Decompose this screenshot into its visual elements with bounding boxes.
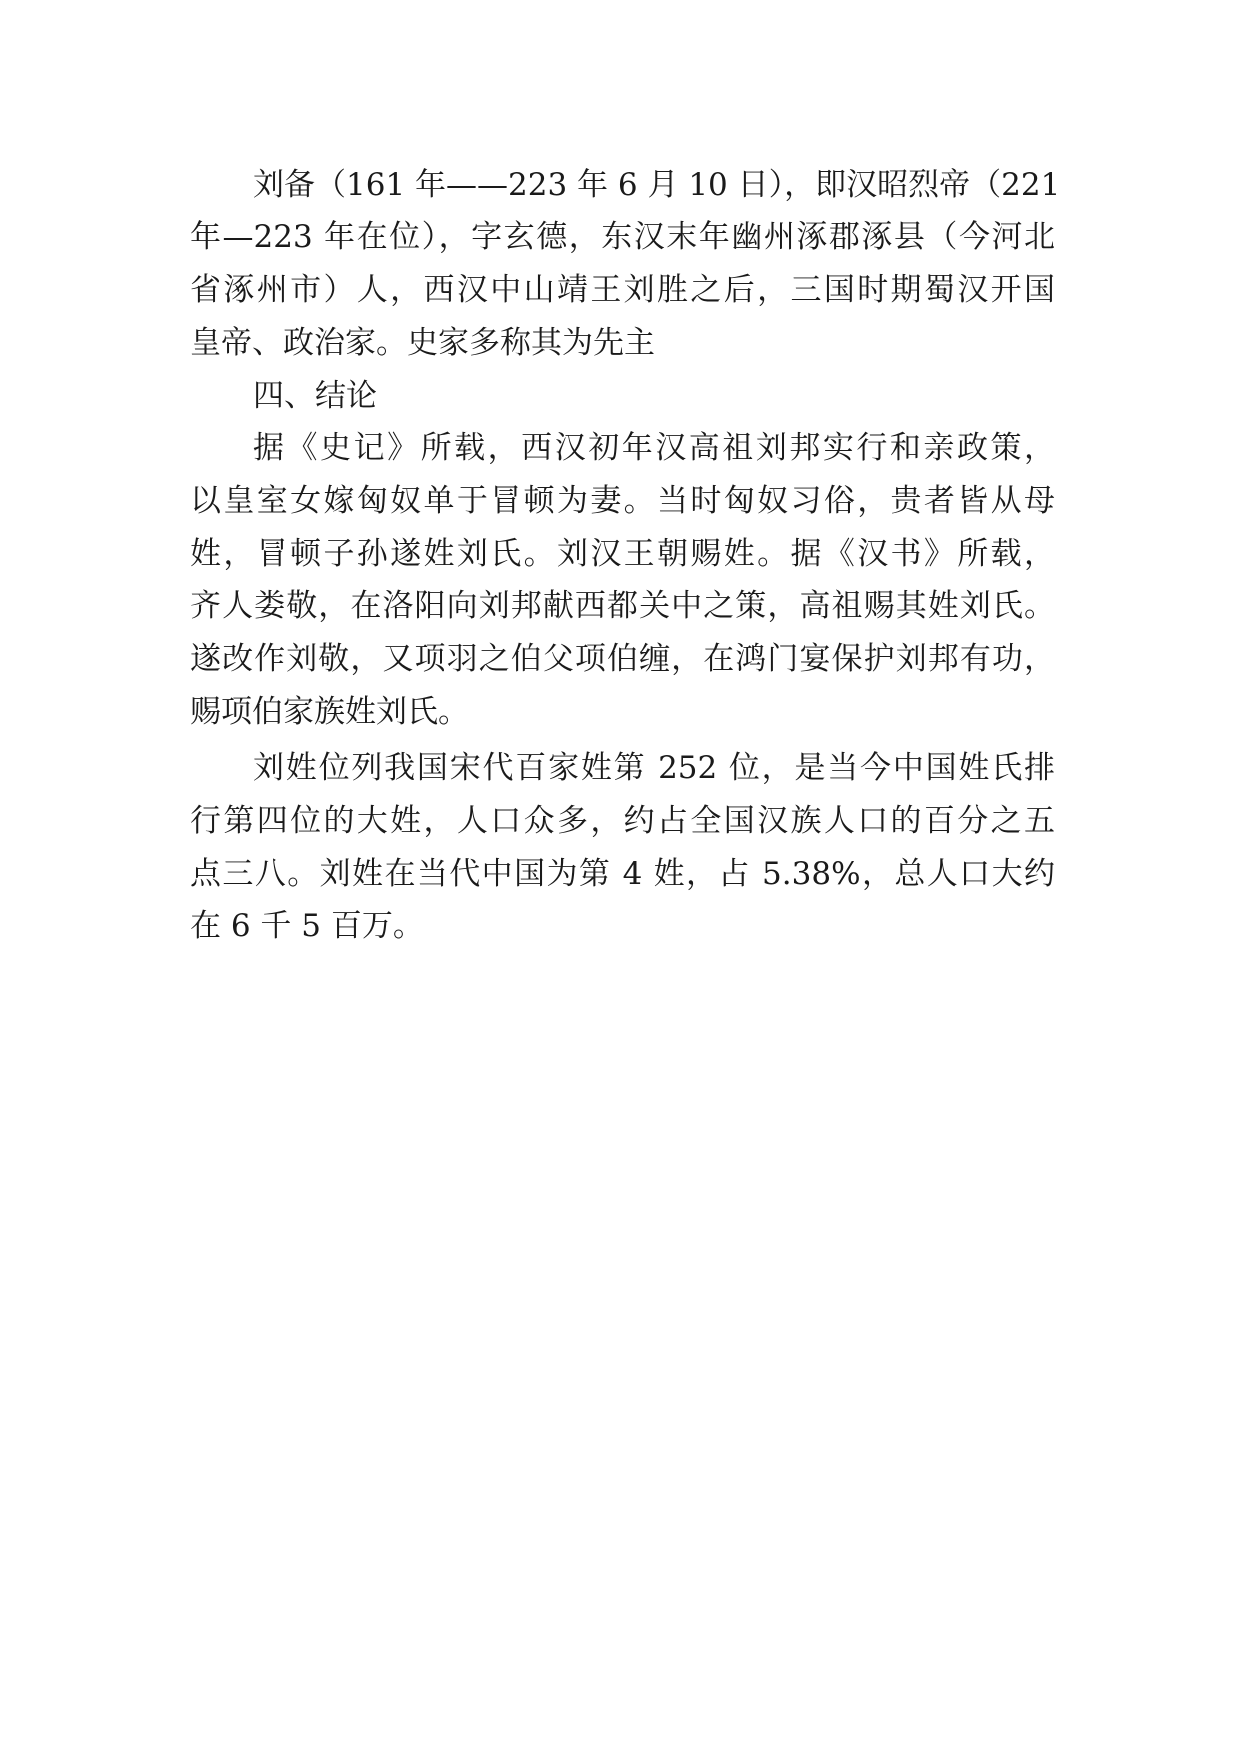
- paragraph-3-line-3: 姓，冒顿子孙遂姓刘氏。刘汉王朝赐姓。据《汉书》所载，: [190, 536, 1055, 572]
- paragraph-1-line-1: 刘备（161 年——223 年 6 月 10 日），即汉昭烈帝（221: [253, 167, 1061, 203]
- paragraph-4-line-4: 在 6 千 5 百万。: [190, 908, 424, 944]
- section-heading-conclusion: 四、结论: [253, 378, 377, 414]
- paragraph-3-line-1: 据《史记》所载，西汉初年汉高祖刘邦实行和亲政策，: [253, 430, 1055, 466]
- paragraph-3-line-2: 以皇室女嫁匈奴单于冒顿为妻。当时匈奴习俗，贵者皆从母: [190, 483, 1055, 519]
- paragraph-3-line-5: 遂改作刘敬，又项羽之伯父项伯缠，在鸿门宴保护刘邦有功，: [190, 641, 1055, 677]
- paragraph-4-line-3: 点三八。刘姓在当代中国为第 4 姓，占 5.38%，总人口大约: [190, 856, 1055, 892]
- paragraph-1-line-4: 皇帝、政治家。史家多称其为先主: [190, 325, 655, 361]
- paragraph-4-line-1: 刘姓位列我国宋代百家姓第 252 位，是当今中国姓氏排: [253, 750, 1055, 786]
- paragraph-1-line-2: 年—223 年在位），字玄德，东汉末年幽州涿郡涿县（今河北: [190, 219, 1055, 255]
- paragraph-3-line-6: 赐项伯家族姓刘氏。: [190, 694, 469, 730]
- paragraph-3-line-4: 齐人娄敬，在洛阳向刘邦献西都关中之策，高祖赐其姓刘氏。: [190, 588, 1055, 624]
- paragraph-1-line-3: 省涿州市）人，西汉中山靖王刘胜之后，三国时期蜀汉开国: [190, 272, 1055, 308]
- paragraph-4-line-2: 行第四位的大姓，人口众多，约占全国汉族人口的百分之五: [190, 803, 1055, 839]
